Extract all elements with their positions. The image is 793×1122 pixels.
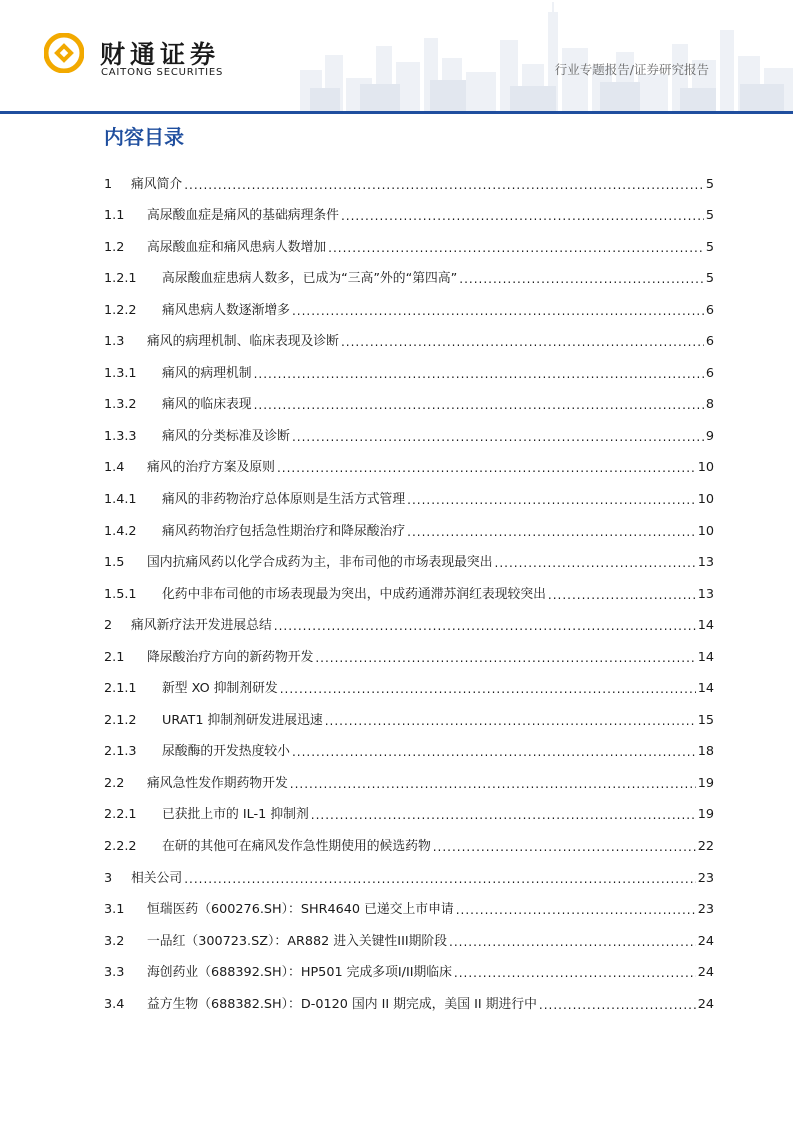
toc-entry-title: 痛风的病理机制 <box>162 365 252 381</box>
toc-entry-title: 降尿酸治疗方向的新药物开发 <box>147 649 314 665</box>
toc-dot-leader <box>184 870 696 888</box>
toc-entry-number: 2.1.3 <box>104 744 137 760</box>
toc-entry-page-number: 18 <box>697 744 714 760</box>
toc-entry-number: 1.5.1 <box>104 586 137 602</box>
toc-entry[interactable] <box>104 919 714 951</box>
brand-name-english: CAITONG SECURITIES <box>101 67 224 78</box>
toc-dot-leader <box>341 333 704 351</box>
toc-entry[interactable] <box>104 288 714 320</box>
toc-entry-title: 痛风药物治疗包括急性期治疗和降尿酸治疗 <box>162 523 406 539</box>
toc-entry-page-number: 10 <box>697 460 714 476</box>
toc-dot-leader <box>274 617 696 635</box>
caitong-coin-logo-icon <box>44 33 84 73</box>
toc-dot-leader <box>449 933 696 951</box>
toc-entry-number: 1.4.2 <box>104 523 137 539</box>
toc-entry-number: 1.1 <box>104 208 125 224</box>
toc-dot-leader <box>539 996 696 1014</box>
toc-entry[interactable] <box>104 509 714 541</box>
toc-entry-page-number: 9 <box>705 428 714 444</box>
toc-entry-title: 海创药业（688392.SH）：HP501 完成多项I/II期临床 <box>147 965 452 981</box>
toc-entry-title: 已获批上市的 IL-1 抑制剂 <box>162 807 309 823</box>
toc-entry[interactable] <box>104 824 714 856</box>
toc-entry[interactable] <box>104 541 714 573</box>
toc-entry-page-number: 24 <box>697 965 714 981</box>
toc-dot-leader <box>407 523 696 541</box>
toc-entry-page-number: 5 <box>705 208 714 224</box>
header-divider <box>0 111 793 114</box>
toc-entry[interactable] <box>104 194 714 226</box>
toc-dot-leader <box>280 680 696 698</box>
toc-entry-number: 1.4.1 <box>104 492 137 508</box>
toc-entry-number: 2.1.1 <box>104 681 137 697</box>
toc-entry-title: 国内抗痛风药以化学合成药为主，非布司他的市场表现最突出 <box>147 555 493 571</box>
toc-entry-number: 2.1 <box>104 649 125 665</box>
toc-entry-title: 高尿酸血症患病人数多，已成为“三高”外的“第四高” <box>162 271 458 287</box>
toc-entry-title: 益方生物（688382.SH）：D-0120 国内 II 期完成，美国 II 期进行中 <box>147 996 537 1012</box>
toc-entry[interactable] <box>104 856 714 888</box>
toc-entry-number: 2.1.2 <box>104 712 137 728</box>
toc-entry-title: 痛风的临床表现 <box>162 397 252 413</box>
toc-dot-leader <box>292 743 696 761</box>
toc-entry[interactable] <box>104 414 714 446</box>
toc-dot-leader <box>315 649 695 667</box>
toc-dot-leader <box>290 775 696 793</box>
toc-dot-leader <box>277 459 696 477</box>
toc-entry-title: 痛风的非药物治疗总体原则是生活方式管理 <box>162 492 406 508</box>
toc-dot-leader <box>254 365 704 383</box>
toc-dot-leader <box>341 207 704 225</box>
toc-dot-leader <box>407 491 696 509</box>
toc-entry[interactable] <box>104 446 714 478</box>
toc-entry-number: 1.3.3 <box>104 428 137 444</box>
toc-entry-page-number: 6 <box>705 334 714 350</box>
toc-entry-number: 1 <box>104 176 113 192</box>
toc-entry-page-number: 10 <box>697 523 714 539</box>
toc-entry[interactable] <box>104 572 714 604</box>
toc-entry-page-number: 24 <box>697 996 714 1012</box>
toc-entry-page-number: 5 <box>705 239 714 255</box>
toc-dot-leader <box>325 712 696 730</box>
toc-entry-title: 新型 XO 抑制剂研发 <box>162 681 278 697</box>
toc-entry-number: 1.3.1 <box>104 365 137 381</box>
toc-entry-title: 痛风急性发作期药物开发 <box>147 775 288 791</box>
toc-dot-leader <box>459 270 704 288</box>
page-header <box>0 0 793 116</box>
table-of-contents <box>104 162 714 1014</box>
toc-entry-number: 1.2 <box>104 239 125 255</box>
toc-entry-page-number: 19 <box>697 775 714 791</box>
toc-dot-leader <box>433 838 696 856</box>
toc-entry-title: 在研的其他可在痛风发作急性期使用的候选药物 <box>162 839 431 855</box>
toc-entry-page-number: 15 <box>697 712 714 728</box>
toc-entry-page-number: 14 <box>697 649 714 665</box>
toc-entry[interactable] <box>104 667 714 699</box>
toc-entry-title: 一品红（300723.SZ）：AR882 进入关键性III期阶段 <box>147 933 448 949</box>
toc-entry-number: 3.1 <box>104 902 125 918</box>
toc-entry-number: 1.5 <box>104 555 125 571</box>
toc-entry[interactable] <box>104 351 714 383</box>
toc-entry-page-number: 24 <box>697 933 714 949</box>
toc-entry-page-number: 13 <box>697 555 714 571</box>
toc-entry-number: 2.2.2 <box>104 839 137 855</box>
toc-entry-page-number: 13 <box>697 586 714 602</box>
toc-dot-leader <box>292 302 704 320</box>
toc-entry-page-number: 23 <box>697 902 714 918</box>
toc-entry-number: 2.2.1 <box>104 807 137 823</box>
report-type-label: 行业专题报告/证券研究报告 <box>554 62 709 77</box>
toc-dot-leader <box>254 396 704 414</box>
toc-dot-leader <box>311 806 696 824</box>
toc-dot-leader <box>292 428 704 446</box>
toc-entry[interactable] <box>104 635 714 667</box>
toc-entry-title: 尿酸酶的开发热度较小 <box>162 744 290 760</box>
toc-dot-leader <box>548 586 696 604</box>
toc-entry[interactable] <box>104 257 714 289</box>
toc-entry-page-number: 14 <box>697 681 714 697</box>
toc-entry[interactable] <box>104 761 714 793</box>
toc-entry-title: 痛风的治疗方案及原则 <box>147 460 275 476</box>
city-skyline-watermark <box>300 0 793 112</box>
toc-entry-number: 2.2 <box>104 775 125 791</box>
toc-entry-number: 1.3.2 <box>104 397 137 413</box>
toc-entry-page-number: 5 <box>705 176 714 192</box>
toc-entry[interactable] <box>104 477 714 509</box>
toc-entry-page-number: 23 <box>697 870 714 886</box>
toc-entry-title: 恒瑞医药（600276.SH）：SHR4640 已递交上市申请 <box>147 902 454 918</box>
toc-entry[interactable] <box>104 888 714 920</box>
toc-entry-page-number: 22 <box>697 839 714 855</box>
toc-entry-page-number: 8 <box>705 397 714 413</box>
toc-entry-page-number: 14 <box>697 618 714 634</box>
toc-entry[interactable] <box>104 320 714 352</box>
toc-entry-page-number: 10 <box>697 492 714 508</box>
toc-entry-number: 3.4 <box>104 996 125 1012</box>
toc-dot-leader <box>495 554 696 572</box>
toc-entry-title: 痛风的分类标准及诊断 <box>162 428 290 444</box>
toc-entry-number: 3.3 <box>104 965 125 981</box>
toc-entry-page-number: 19 <box>697 807 714 823</box>
toc-dot-leader <box>454 964 696 982</box>
toc-dot-leader <box>328 239 704 257</box>
toc-entry[interactable] <box>104 162 714 194</box>
brand-name-chinese: 财通证券 <box>100 40 221 69</box>
toc-entry[interactable] <box>104 982 714 1014</box>
toc-entry[interactable] <box>104 698 714 730</box>
toc-entry[interactable] <box>104 951 714 983</box>
toc-entry[interactable] <box>104 730 714 762</box>
toc-entry-page-number: 5 <box>705 271 714 287</box>
toc-entry[interactable] <box>104 225 714 257</box>
toc-entry-number: 3 <box>104 870 113 886</box>
toc-entry-number: 3.2 <box>104 933 125 949</box>
toc-entry[interactable] <box>104 383 714 415</box>
toc-entry-page-number: 6 <box>705 302 714 318</box>
toc-dot-leader <box>456 901 696 919</box>
toc-title: 内容目录 <box>104 125 184 149</box>
toc-entry-title: 相关公司 <box>131 870 183 886</box>
toc-entry-number: 2 <box>104 618 113 634</box>
toc-entry-title: 痛风患病人数逐渐增多 <box>162 302 290 318</box>
toc-entry-number: 1.2.1 <box>104 271 137 287</box>
toc-entry-title: 痛风新疗法开发进展总结 <box>131 618 272 634</box>
toc-entry[interactable] <box>104 793 714 825</box>
toc-entry-title: 痛风的病理机制、临床表现及诊断 <box>147 334 339 350</box>
toc-entry-page-number: 6 <box>705 365 714 381</box>
toc-entry-title: 高尿酸血症是痛风的基础病理条件 <box>147 208 339 224</box>
toc-entry-title: 化药中非布司他的市场表现最为突出，中成药通滞苏润红表现较突出 <box>162 586 546 602</box>
toc-entry-number: 1.4 <box>104 460 125 476</box>
toc-entry-number: 1.2.2 <box>104 302 137 318</box>
toc-entry-title: 痛风简介 <box>131 176 183 192</box>
toc-entry-title: URAT1 抑制剂研发进展迅速 <box>162 712 323 728</box>
toc-entry[interactable] <box>104 604 714 636</box>
toc-dot-leader <box>184 176 704 194</box>
toc-entry-number: 1.3 <box>104 334 125 350</box>
toc-entry-title: 高尿酸血症和痛风患病人数增加 <box>147 239 327 255</box>
